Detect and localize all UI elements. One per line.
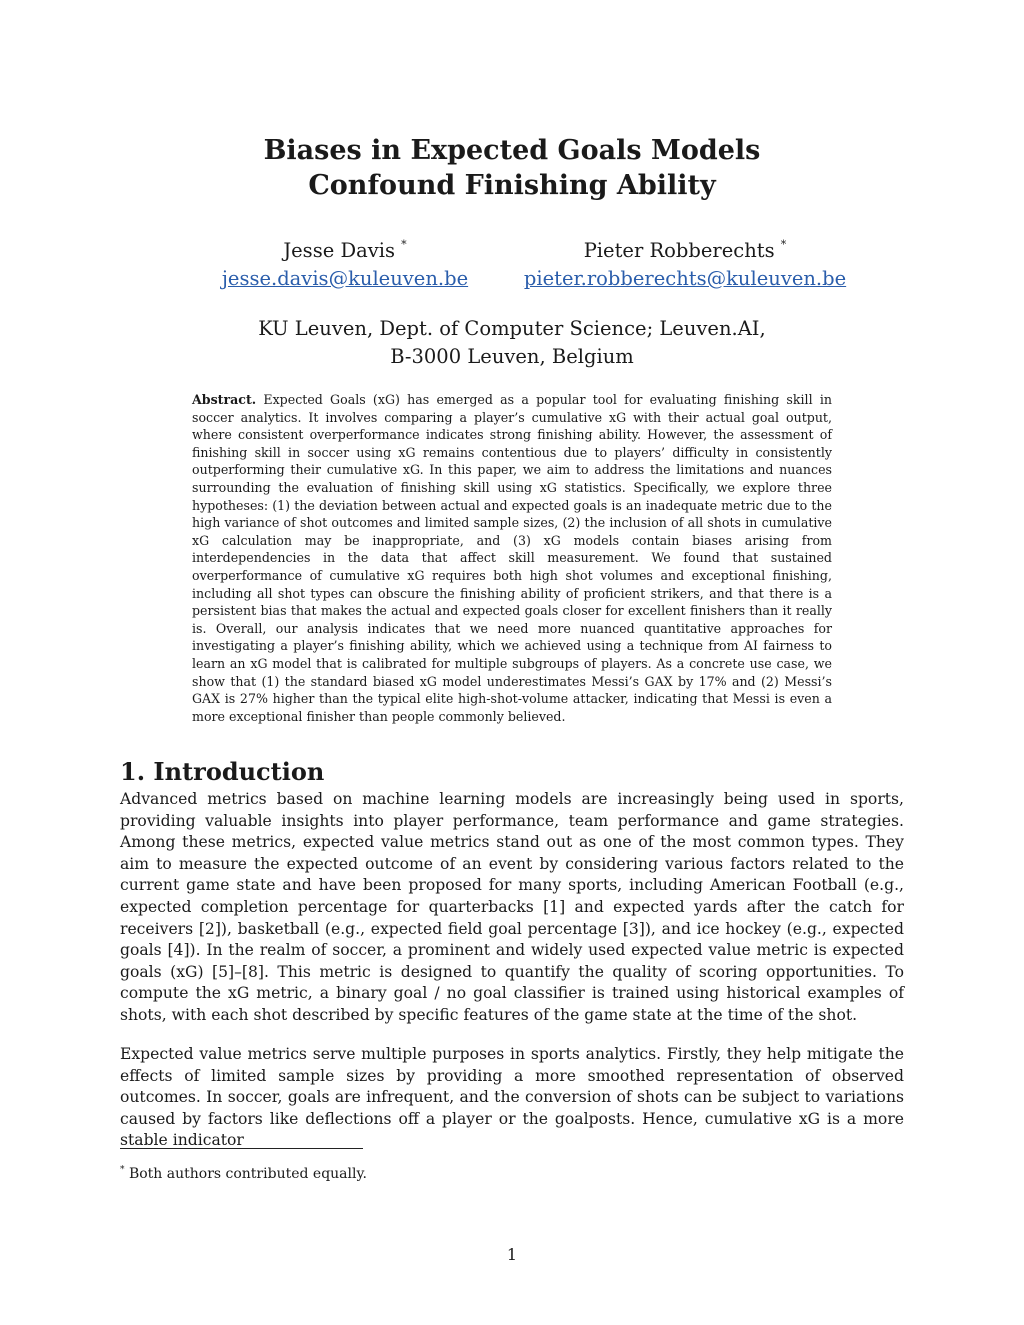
affiliation-line-2: B-3000 Leuven, Belgium bbox=[390, 345, 634, 368]
footnote-mark: * bbox=[120, 1165, 125, 1175]
body-paragraph: Advanced metrics based on machine learning models are increasingly being used in sports, providing valuable insights into player performance, team performance and game strategies. Among these metrics, expected value metrics stand out as one of the most common types. They aim to measure the expected outcome of an event by considering various factors related to the current game state and have been proposed for many sports, including American Football (e.g., expected completion percentage for quarterbacks [1] and expected yards after the catch for receivers [2]), basketball (e.g., expected field goal percentage [3]), and ice hockey (e.g., expected goals [4]). In the realm of soccer, a prominent and widely used expected value metric is expected goals (xG) [5]–[8]. This metric is designed to quantify the quality of scoring opportunities. To compute the xG metric, a binary goal / no goal classifier is trained using historical examples of shots, with each shot described by specific features of the game state at the time of the shot. bbox=[120, 790, 904, 1024]
author-email-link[interactable]: jesse.davis@kuleuven.be bbox=[221, 267, 469, 290]
author-email-link[interactable]: pieter.robberechts@kuleuven.be bbox=[523, 267, 847, 290]
footnote-text: Both authors contributed equally. bbox=[128, 1166, 367, 1182]
author-footnote-mark: * bbox=[401, 238, 407, 251]
author-block-robberechts bbox=[515, 231, 855, 293]
title-line-2: Confound Finishing Ability bbox=[308, 170, 716, 201]
footnote bbox=[120, 1160, 367, 1184]
author-name: Jesse Davis * bbox=[283, 238, 407, 262]
body-paragraph: Expected value metrics serve multiple purposes in sports analytics. Firstly, they help mitigate the effects of limited sample sizes by providing a more smoothed representation of observed outcomes. In soccer, goals are infrequent, and the conversion of shots can be subject to variations caused by factors like deflections off a player or the goalposts. Hence, cumulative xG is a more stable indicator bbox=[120, 1045, 904, 1150]
author-block-davis bbox=[215, 231, 475, 293]
abstract-label: Abstract. bbox=[192, 392, 257, 407]
title-line-1: Biases in Expected Goals Models bbox=[263, 135, 761, 166]
author-name: Pieter Robberechts * bbox=[583, 238, 787, 262]
footnote-divider bbox=[120, 1148, 363, 1149]
abstract-text: Expected Goals (xG) has emerged as a popular tool for evaluating finishing skill in soccer analytics. It involves comparing a player’s cumulative xG with their actual goal output, where consistent overperformance indicates strong finishing ability. However, the assessment of finishing skill in soccer using xG remains contentious due to players’ difficulty in consistently outperforming their cumulative xG. In this paper, we aim to address the limitations and nuances surrounding the evaluation of finishing skill using xG statistics. Specifically, we explore three hypotheses: (1) the deviation between actual and expected goals is an inadequate metric due to the high variance of shot outcomes and limited sample sizes, (2) the inclusion of all shots in cumulative xG calculation may be inappropriate, and (3) xG models contain biases arising from interdependencies in the data that affect skill measurement. We found that sustained overperformance of cumulative xG requires both high shot volumes and exceptional finishing, including all shot types can obscure the finishing ability of proficient strikers, and that there is a persistent bias that makes the actual and expected goals closer for excellent finishers than it really is. Overall, our analysis indicates that we need more nuanced quantitative approaches for investigating a player’s finishing ability, which we achieved using a technique from AI fairness to learn an xG model that is calibrated for multiple subgroups of players. As a concrete use case, we show that (1) the standard biased xG model underestimates Messi’s GAX by 17% and (2) Messi’s GAX is 27% higher than the typical elite high-shot-volume attacker, indicating that Messi is even a more exceptional finisher than people commonly believed. bbox=[192, 392, 832, 724]
paper-title bbox=[0, 133, 1024, 203]
abstract bbox=[192, 391, 832, 725]
section-heading-introduction: 1. Introduction bbox=[120, 757, 325, 786]
affiliation-line-1: KU Leuven, Dept. of Computer Science; Leuven.AI, bbox=[258, 317, 766, 340]
affiliation bbox=[0, 315, 1024, 371]
author-footnote-mark: * bbox=[780, 238, 787, 251]
page-number: 1 bbox=[506, 1245, 518, 1264]
